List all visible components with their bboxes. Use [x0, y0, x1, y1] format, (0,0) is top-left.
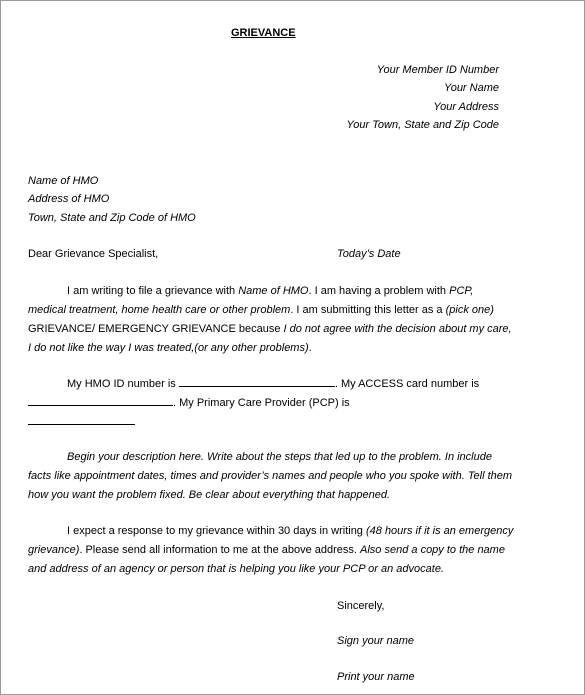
printed-name-placeholder: Print your name — [337, 671, 415, 683]
copy-note-1: Also send a copy to the name — [360, 544, 505, 556]
reason-placeholder-2: I do not like the way I was treated,(or any other problems) — [28, 342, 309, 354]
recipient-city-state-zip: Town, State and Zip Code of HMO — [28, 212, 196, 224]
signature-placeholder: Sign your name — [337, 635, 415, 647]
closing-sincerely: Sincerely, — [337, 600, 385, 612]
page-title: GRIEVANCE — [231, 27, 296, 39]
problem-types: medical treatment, home health care or other problem — [28, 304, 291, 316]
intro-text-1: I am writing to file a grievance with — [67, 285, 239, 297]
paragraph-ids: My HMO ID number is . My ACCESS card number is . My Primary Care Provider (PCP) is — [28, 376, 479, 433]
hmo-name-placeholder: Name of HMO — [238, 285, 309, 297]
recipient-name: Name of HMO — [28, 175, 99, 187]
paragraph-intro — [28, 284, 512, 360]
intro-text-end: . — [308, 342, 312, 354]
reason-placeholder-1: I do not agree with the decision about my care, — [283, 323, 512, 335]
pcp-placeholder: PCP, — [449, 285, 474, 297]
response-text-1: I expect a response to my grievance within 30 days in writing — [67, 525, 366, 537]
paragraph-response — [28, 524, 513, 581]
sender-member-id: Your Member ID Number — [376, 64, 499, 76]
description-line-1: Begin your description here. Write about the steps that led up to the problem. In include — [67, 451, 492, 463]
access-card-label: My ACCESS card number is — [337, 378, 480, 390]
sender-city-state-zip: Your Town, State and Zip Code — [346, 119, 499, 131]
hmo-id-blank[interactable] — [179, 376, 335, 387]
intro-text-3: . I am submitting this letter as a — [290, 304, 446, 316]
pcp-blank[interactable] — [28, 414, 135, 425]
response-text-2: . Please send all information to me at the above address. — [79, 544, 361, 556]
pick-one-note: (pick one) — [445, 304, 494, 316]
letter-date: Today’s Date — [337, 248, 401, 260]
description-line-3: how you want the problem fixed. Be clear about everything that happened. — [28, 489, 391, 501]
access-card-blank[interactable] — [28, 395, 173, 406]
emergency-note-2: grievance) — [28, 544, 80, 556]
sender-name: Your Name — [443, 82, 499, 94]
emergency-note-1: (48 hours if it is an emergency — [365, 525, 514, 537]
sender-address: Your Address — [433, 101, 499, 113]
grievance-type-text: GRIEVANCE/ EMERGENCY GRIEVANCE because — [28, 323, 284, 335]
hmo-id-label: My HMO ID number is — [67, 378, 179, 390]
description-line-2: facts like appointment dates, times and provider’s names and people who you spoke with. Tell them — [28, 470, 513, 482]
recipient-address: Address of HMO — [28, 193, 110, 205]
intro-text-2: . I am having a problem with — [308, 285, 450, 297]
copy-note-2: and address of an agency or person that is helping you like your PCP or an advocate. — [28, 563, 445, 575]
pcp-label: . My Primary Care Provider (PCP) is — [173, 397, 350, 409]
paragraph-description — [28, 450, 512, 507]
salutation: Dear Grievance Specialist, — [28, 248, 159, 260]
